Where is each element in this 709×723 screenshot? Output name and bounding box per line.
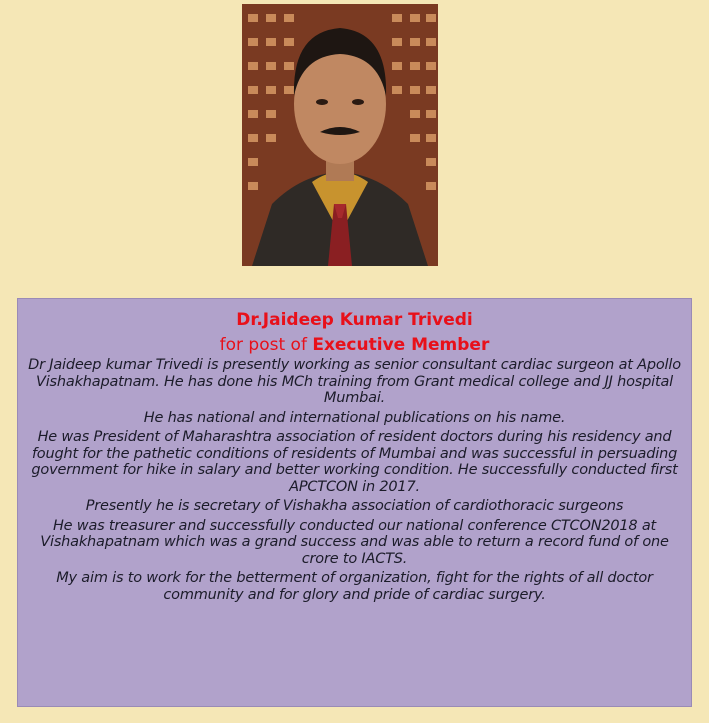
portrait-photo-icon bbox=[242, 4, 438, 266]
bio-paragraph: My aim is to work for the betterment of organization, fight for the rights of all doctor community and for glory and pride of cardiac surgery. bbox=[56, 570, 653, 603]
post-title: Executive Member bbox=[312, 335, 490, 355]
bio-paragraph: Dr Jaideep kumar Trivedi is presently working as senior consultant cardiac surgeon at Apollo Vishakhapatnam. He has done his MCh training from Grant medical college and JJ hospital Mumbai. bbox=[28, 357, 681, 406]
post-prefix: for post of bbox=[219, 335, 313, 355]
bio-paragraph: He was President of Maharashtra association of resident doctors during his residency and fought for the pathetic conditions of residents of Mumbai and was successful in persuading government for hike in salary and better working condition. He successfully conducted first APCTCON in 2017. bbox=[31, 429, 678, 495]
candidate-card bbox=[17, 298, 692, 707]
candidate-bio bbox=[18, 357, 691, 603]
candidate-name: Dr.Jaideep Kumar Trivedi bbox=[236, 310, 473, 330]
portrait-photo bbox=[242, 4, 438, 266]
bio-paragraph: He has national and international publications on his name. bbox=[143, 409, 566, 426]
post-line bbox=[18, 333, 691, 357]
bio-paragraph: He was treasurer and successfully conducted our national conference CTCON2018 at Vishakhapatnam which was a grand success and was able to return a record fund of one crore to IACTS. bbox=[40, 517, 669, 567]
bio-paragraph: Presently he is secretary of Vishakha association of cardiothoracic surgeons bbox=[85, 498, 624, 514]
